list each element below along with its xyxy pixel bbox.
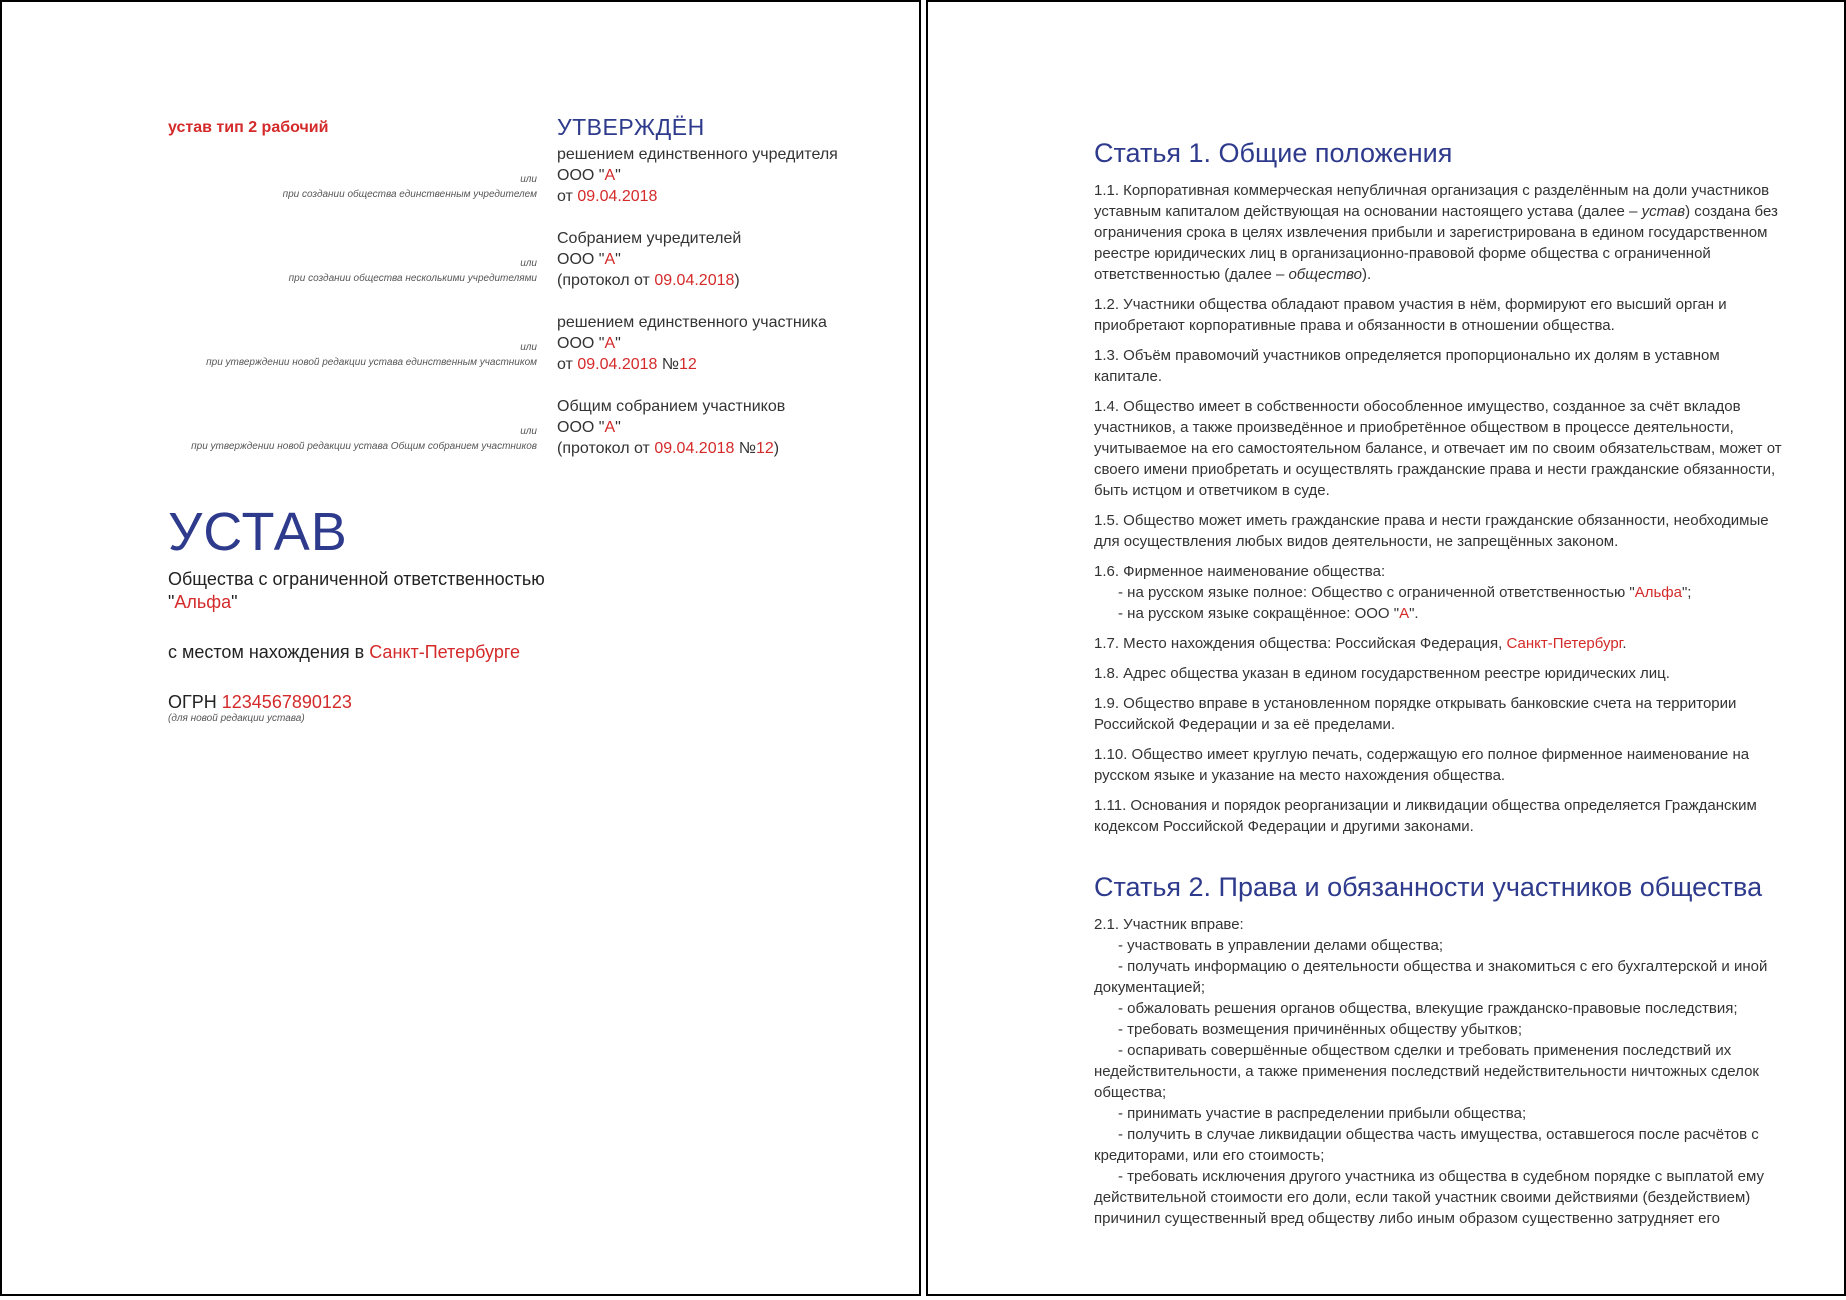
rights-list-item: - оспаривать совершённые обществом сделки и требовать применения последствий их недействительности, а также применения последствий недействительности ничтожных сделок общества; — [1094, 1042, 1759, 1101]
document-page-articles — [926, 0, 1846, 1296]
document-page-title — [0, 0, 921, 1296]
approval-note: или при создании общества несколькими учредителями — [288, 258, 537, 284]
paragraph-1-8: 1.8. Адрес общества указан в едином государственном реестре юридических лиц. — [1094, 665, 1670, 682]
article-1-heading: Статья 1. Общие положения — [1094, 138, 1453, 168]
company-location-line: с местом нахождения в Санкт-Петербурге — [168, 642, 521, 662]
article-2-body — [1094, 914, 1789, 1229]
paragraph-1-7: 1.7. Место нахождения общества: Российская Федерация, Санкт-Петербург. — [1094, 635, 1627, 652]
approval-body: Общим собранием участников — [557, 398, 786, 415]
approval-body: решением единственного учредителя — [557, 146, 838, 163]
rights-list-item: - требовать возмещения причинённых обществу убытков; — [1118, 1021, 1523, 1038]
approval-date: от 09.04.2018 — [557, 188, 658, 205]
approval-note: или при утверждении новой редакции устава единственным участником — [206, 342, 537, 368]
paragraph-1-5: 1.5. Общество может иметь гражданские права и нести гражданские обязанности, необходимые для осуществления любых видов деятельности, не запрещённых законом. — [1094, 512, 1769, 550]
paragraph-1-10: 1.10. Общество имеет круглую печать, содержащую его полное фирменное наименование на русском языке и указание на место нахождения общества. — [1094, 746, 1750, 784]
paragraph-1-9: 1.9. Общество вправе в установленном порядке открывать банковские счета на территории Российской Федерации и за её пределами. — [1094, 695, 1737, 733]
rights-list — [1094, 935, 1789, 1229]
company-type-line: Общества с ограниченной ответственностью — [168, 569, 545, 589]
paragraph-1-2: 1.2. Участники общества обладают правом участия в нём, формируют его высший орган и приобретают корпоративные права и обязанности в отношении общества. — [1094, 296, 1727, 334]
rights-list-item: - обжаловать решения органов общества, влекущие гражданско-правовые последствия; — [1118, 1000, 1738, 1017]
rights-list-item: - участвовать в управлении делами общества; — [1118, 937, 1444, 954]
approval-block — [557, 312, 827, 375]
work-version-label: устав тип 2 рабочий — [168, 119, 329, 136]
approval-body: Собранием учредителей — [557, 230, 742, 247]
approval-note: или при утверждении новой редакции устава Общим собранием участников — [191, 426, 537, 452]
approval-date: (протокол от 09.04.2018) — [557, 272, 740, 289]
approved-heading: УТВЕРЖДЁН — [557, 114, 705, 140]
approval-date: (протокол от 09.04.2018 №12) — [557, 440, 780, 457]
full-name-item: - на русском языке полное: Общество с ограниченной ответственностью "Альфа"; — [1118, 584, 1692, 601]
paragraph-1-1: 1.1. Корпоративная коммерческая непубличная организация с разделённым на доли участников уставным капиталом действующая на основании настоящего устава (далее – устав) создана без ограничения срока в целях извлечения прибыли и зарегистрирована в едином государственном реестре юридических лиц в организационно-правовой форме общества с ограниченной ответственностью (далее – общество). — [1094, 182, 1778, 283]
paragraph-1-11: 1.11. Основания и порядок реорганизации и ликвидации общества определяется Гражданским кодексом Российской Федерации и другими законами. — [1094, 797, 1757, 835]
approval-company: ООО "А" — [557, 251, 621, 268]
approval-block — [557, 228, 741, 291]
rights-list-item: - получить в случае ликвидации общества часть имущества, оставшегося после расчётов с кредиторами, или его стоимость; — [1094, 1126, 1759, 1164]
rights-list-item: - получать информацию о деятельности общества и знакомиться с его бухгалтерской и иной документацией; — [1094, 958, 1768, 996]
rights-list-item: - принимать участие в распределении прибыли общества; — [1118, 1105, 1527, 1122]
article-2-heading: Статья 2. Права и обязанности участников общества — [1094, 872, 1763, 902]
approval-company: ООО "А" — [557, 335, 621, 352]
short-name-item: - на русском языке сокращённое: ООО "А". — [1118, 605, 1419, 622]
approval-block — [557, 144, 838, 207]
ogrn-note: (для новой редакции устава) — [168, 713, 305, 724]
approval-company: ООО "А" — [557, 167, 621, 184]
approval-note: или при создании общества единственным учредителем — [282, 174, 537, 200]
paragraph-1-6: 1.6. Фирменное наименование общества: - на русском языке полное: Общество с ограниченной ответственностью "Альфа"; - на русском языке сокращённое: ООО "А". — [1094, 561, 1789, 624]
rights-list-item: - требовать исключения другого участника из общества в судебном порядке с выплатой ему действительной стоимости его доли, если такой участник своими действиями (бездействием) причинил существенный вред обществу либо иным образом существенно затрудняет его — [1094, 1168, 1764, 1227]
approval-body: решением единственного участника — [557, 314, 827, 331]
paragraph-2-1: 2.1. Участник вправе: — [1094, 916, 1244, 933]
company-name-line: "Альфа" — [168, 592, 238, 612]
approval-date: от 09.04.2018 №12 — [557, 356, 697, 373]
article-1-body — [1094, 180, 1789, 846]
approval-block — [557, 396, 785, 459]
ogrn-line: ОГРН 1234567890123 — [168, 692, 352, 712]
approval-company: ООО "А" — [557, 419, 621, 436]
paragraph-1-4: 1.4. Общество имеет в собственности обособленное имущество, созданное за счёт вкладов участников, а также произведённое и приобретённое обществом в процессе деятельности, учитываемое на его самостоятельном балансе, и отвечает им по своим обязательствам, может от своего имени приобретать и осуществлять гражданские права и нести гражданские обязанности, быть истцом и ответчиком в суде. — [1094, 398, 1782, 499]
paragraph-1-3: 1.3. Объём правомочий участников определяется пропорционально их долям в уставном капитале. — [1094, 347, 1720, 385]
document-title: УСТАВ — [168, 502, 348, 562]
